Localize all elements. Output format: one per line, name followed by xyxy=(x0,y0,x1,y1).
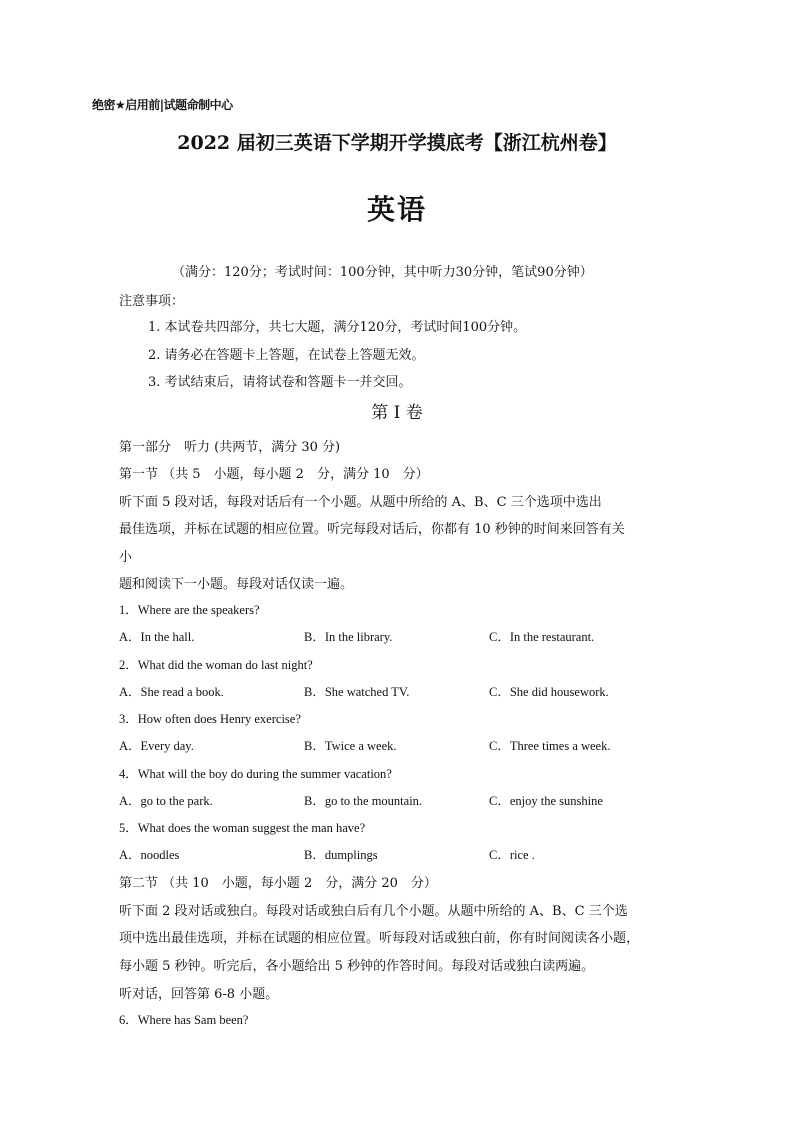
option-c: C．She did housework. xyxy=(489,685,609,699)
option-c: C．In the restaurant. xyxy=(489,630,595,644)
note-item: 1. 本试卷共四部分，共七大题，满分120分，考试时间100分钟。 xyxy=(148,320,527,335)
subject-title: 英语 xyxy=(366,193,427,226)
note-item: 2. 请务必在答题卡上答题，在试卷上答题无效。 xyxy=(148,348,425,363)
section2-title: 第二节 （共 10 小题，每小题 2 分，满分 20 分） xyxy=(119,876,437,891)
score-info: （满分：120分；考试时间：100分钟，其中听力30分钟，笔试90分钟） xyxy=(172,265,593,280)
question-stem: 6．Where has Sam been? xyxy=(119,1013,249,1027)
note-item: 3. 考试结束后，请将试卷和答题卡一并交回。 xyxy=(148,375,412,390)
option-c: C．rice . xyxy=(489,848,535,862)
section1-instruction-line: 小 xyxy=(119,550,133,565)
notes-heading: 注意事项： xyxy=(119,294,185,309)
option-b: B．Twice a week. xyxy=(304,739,397,753)
section1-instruction-line: 题和阅读下一小题。每段对话仅读一遍。 xyxy=(119,577,354,592)
question-stem: 3．How often does Henry exercise? xyxy=(119,712,301,726)
question-stem: 1．Where are the speakers? xyxy=(119,603,260,617)
option-a: A．In the hall. xyxy=(119,630,195,644)
option-a: A．She read a book. xyxy=(119,685,224,699)
secret-mark: 绝密★启用前|试题命制中心 xyxy=(92,98,233,112)
section2-subheading: 听对话，回答第 6-8 小题。 xyxy=(119,987,279,1002)
option-b: B．dumplings xyxy=(304,848,378,862)
option-a: A．noodles xyxy=(119,848,180,862)
option-b: B．She watched TV. xyxy=(304,685,410,699)
option-c: C．Three times a week. xyxy=(489,739,611,753)
section1-instruction-line: 听下面 5 段对话，每段对话后有一个小题。从题中所给的 A、B、C 三个选项中选出 xyxy=(119,495,602,510)
option-a: A．Every day. xyxy=(119,739,194,753)
section2-instruction-line: 听下面 2 段对话或独白。每段对话或独白后有几个小题。从题中所给的 A、B、C 三个选 xyxy=(119,904,628,919)
section1-instruction-line: 最佳选项，并标在试题的相应位置。听完每段对话后，你都有 10 秒钟的时间来回答有关 xyxy=(119,522,625,537)
question-stem: 4．What will the boy do during the summer vacation? xyxy=(119,767,392,781)
exam-title: 2022 届初三英语下学期开学摸底考【浙江杭州卷】 xyxy=(177,132,617,154)
option-b: B．go to the mountain. xyxy=(304,794,423,808)
question-stem: 2．What did the woman do last night? xyxy=(119,658,313,672)
question-stem: 5．What does the woman suggest the man have? xyxy=(119,821,366,835)
section1-title: 第一节 （共 5 小题，每小题 2 分，满分 10 分） xyxy=(119,467,429,482)
option-c: C．enjoy the sunshine xyxy=(489,794,603,808)
section2-instruction-line: 项中选出最佳选项，并标在试题的相应位置。听每段对话或独白前，你有时间阅读各小题， xyxy=(119,931,640,946)
part1-title: 第一部分 听力 (共两节，满分 30 分) xyxy=(119,440,341,455)
option-b: B．In the library. xyxy=(304,630,393,644)
section2-instruction-line: 每小题 5 秒钟。听完后，各小题给出 5 秒钟的作答时间。每段对话或独白读两遍。 xyxy=(119,959,595,974)
volume-title: 第 I 卷 xyxy=(371,403,423,423)
option-a: A．go to the park. xyxy=(119,794,213,808)
